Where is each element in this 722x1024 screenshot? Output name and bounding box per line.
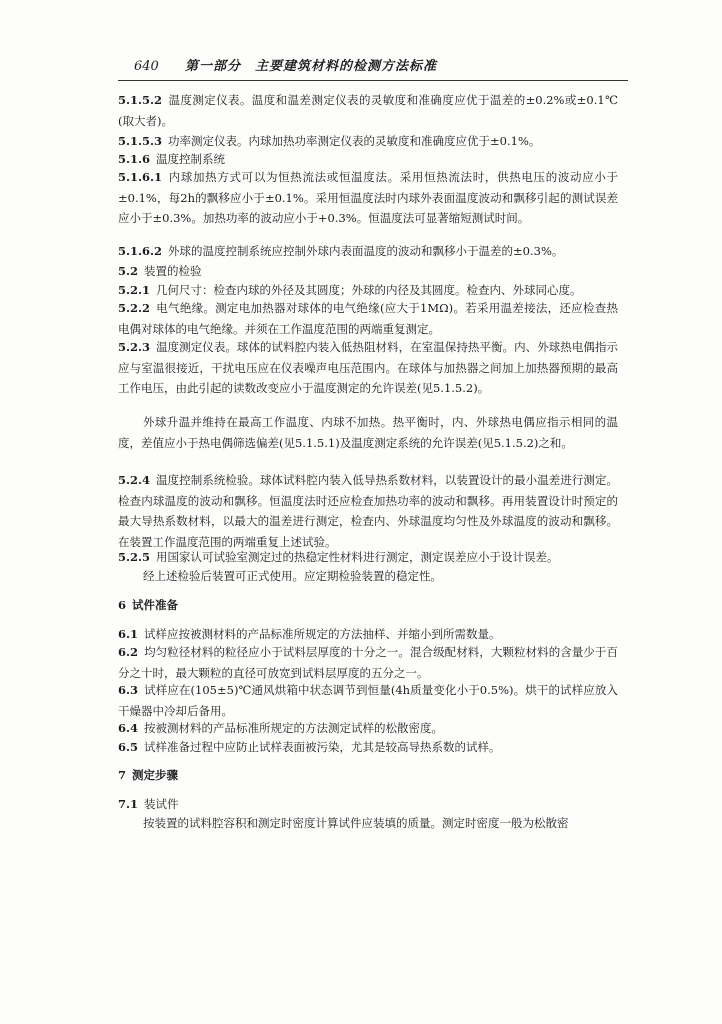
clause-5-2-5 xyxy=(118,547,618,568)
clause-number: 6.4 xyxy=(118,721,139,735)
clause-text: 温度控制系统检验。球体试料腔内装入低导热系数材料，以装置设计的最小温差进行测定。检查内球温度的波动和飘移。恒温度法时还应检查加热功率的波动和飘移。再用装置设计时预定的最大导热系数材料，以最大的温差进行测定，检查内、外球温度均匀性及外球温度的波动和飘移。在装置工作温度范围的两端重复上述试验。 xyxy=(118,473,618,549)
clause-text: 几何尺寸：检查内球的外径及其圆度；外球的内径及其圆度。检查内、外球同心度。 xyxy=(156,283,582,297)
section-6-heading xyxy=(118,595,618,616)
clause-text: 功率测定仪表。内球加热功率测定仪表的灵敏度和准确度应优于±0.1%。 xyxy=(168,134,541,148)
clause-5-1-5-2 xyxy=(118,90,618,131)
clause-text: 温度控制系统 xyxy=(156,152,226,166)
header-rule xyxy=(118,80,628,81)
clause-text: 内球加热方式可以为恒热流法或恒温度法。采用恒热流法时，供热电压的波动应小于±0.1%，每2h的飘移应小于±0.1%。采用恒温度法时内球外表面温度波动和飘移引起的测试误差应小于±0.3%。加热功率的波动应小于+0.3%。恒温度法可显著缩短测试时间。 xyxy=(118,170,618,225)
running-title: 第一部分 主要建筑材料的检测方法标准 xyxy=(185,59,438,74)
clause-number: 5.2.3 xyxy=(118,340,151,354)
section-7-heading xyxy=(118,765,618,786)
clause-5-2-2 xyxy=(118,298,618,339)
clause-number: 5.2.2 xyxy=(118,301,151,315)
clause-number: 5.1.6.1 xyxy=(118,170,163,184)
clause-text: 装置的检验 xyxy=(144,264,202,278)
page-number: 640 xyxy=(134,59,159,74)
clause-text: 试样应在(105±5)℃通风烘箱中状态调节到恒量(4h质量变化小于0.5%)。烘干的试样应放入干燥器中冷却后备用。 xyxy=(118,683,618,718)
clause-number: 5.1.6 xyxy=(118,152,151,166)
clause-number: 6.2 xyxy=(118,645,139,659)
clause-6-3 xyxy=(118,680,618,721)
section-number: 7 xyxy=(118,768,127,782)
clause-6-2 xyxy=(118,642,618,683)
clause-text: 试样准备过程中应防止试样表面被污染，尤其是较高导热系数的试样。 xyxy=(144,740,501,754)
clause-6-5 xyxy=(118,737,618,758)
clause-text: 外球的温度控制系统应控制外球内表面温度的波动和飘移小于温差的±0.3%。 xyxy=(168,244,564,258)
paragraph-text: 外球升温并维持在最高工作温度、内球不加热。热平衡时，内、外球热电偶应指示相同的温度，差值应小于热电偶筛选偏差(见5.1.5.1)及温度测定系统的允许误差(见5.1.5.2)之和。 xyxy=(118,415,618,450)
clause-text: 装试件 xyxy=(144,797,179,811)
page-header xyxy=(130,57,630,77)
section-title: 测定步骤 xyxy=(132,768,179,782)
paragraph-text: 按装置的试料腔容积和测定时密度计算试件应装填的质量。测定时密度一般为松散密 xyxy=(143,816,569,830)
clause-5-2-4 xyxy=(118,470,618,552)
clause-text: 电气绝缘。测定电加热器对球体的电气绝缘(应大于1MΩ)。若采用温差接法，还应检查热电偶对球体的电气绝缘。并须在工作温度范围的两端重复测定。 xyxy=(118,301,618,336)
clause-number: 5.1.6.2 xyxy=(118,244,163,258)
clause-text: 按被测材料的产品标准所规定的方法测定试样的松散密度。 xyxy=(144,721,444,735)
clause-5-1-6-2 xyxy=(118,241,618,262)
clause-number: 6.1 xyxy=(118,627,139,641)
paragraph-specimen-filling xyxy=(118,813,618,834)
clause-5-2-3 xyxy=(118,337,618,399)
paragraph-outer-sphere xyxy=(118,412,618,453)
clause-5-2 xyxy=(118,261,618,282)
clause-text: 均匀粒径材料的粒径应小于试料层厚度的十分之一。混合级配材料，大颗粒材料的含量少于百分之十时，最大颗粒的直径可放宽到试料层厚度的五分之一。 xyxy=(118,645,618,680)
clause-number: 7.1 xyxy=(118,797,139,811)
clause-number: 5.2.1 xyxy=(118,283,151,297)
clause-number: 5.1.5.3 xyxy=(118,134,163,148)
clause-text: 用国家认可试验室测定过的热稳定性材料进行测定，测定误差应小于设计误差。 xyxy=(156,550,559,564)
clause-7-1 xyxy=(118,794,618,815)
clause-number: 5.2.5 xyxy=(118,550,151,564)
clause-text: 温度测定仪表。球体的试料腔内装入低热阻材料，在室温保持热平衡。内、外球热电偶指示应与室温很接近，干扰电压应在仪表噪声电压范围内。在球体与加热器之间加上加热器预期的最高工作电压，由此引起的读数改变应小于温度测定的允许误差(见5.1.5.2)。 xyxy=(118,340,618,395)
clause-number: 5.2 xyxy=(118,264,139,278)
paragraph-after-check xyxy=(118,566,618,587)
clause-number: 6.5 xyxy=(118,740,139,754)
clause-number: 5.1.5.2 xyxy=(118,93,163,107)
section-title: 试件准备 xyxy=(132,598,179,612)
clause-number: 6.3 xyxy=(118,683,139,697)
clause-6-4 xyxy=(118,718,618,739)
clause-5-1-6-1 xyxy=(118,167,618,229)
paragraph-text: 经上述检验后装置可正式使用。应定期检验装置的稳定性。 xyxy=(143,569,442,583)
clause-number: 5.2.4 xyxy=(118,473,151,487)
clause-text: 温度测定仪表。温度和温差测定仪表的灵敏度和准确度应优于温差的±0.2%或±0.1℃(取大者)。 xyxy=(118,93,618,128)
clause-text: 试样应按被测材料的产品标准所规定的方法抽样、并缩小到所需数量。 xyxy=(144,627,501,641)
section-number: 6 xyxy=(118,598,127,612)
